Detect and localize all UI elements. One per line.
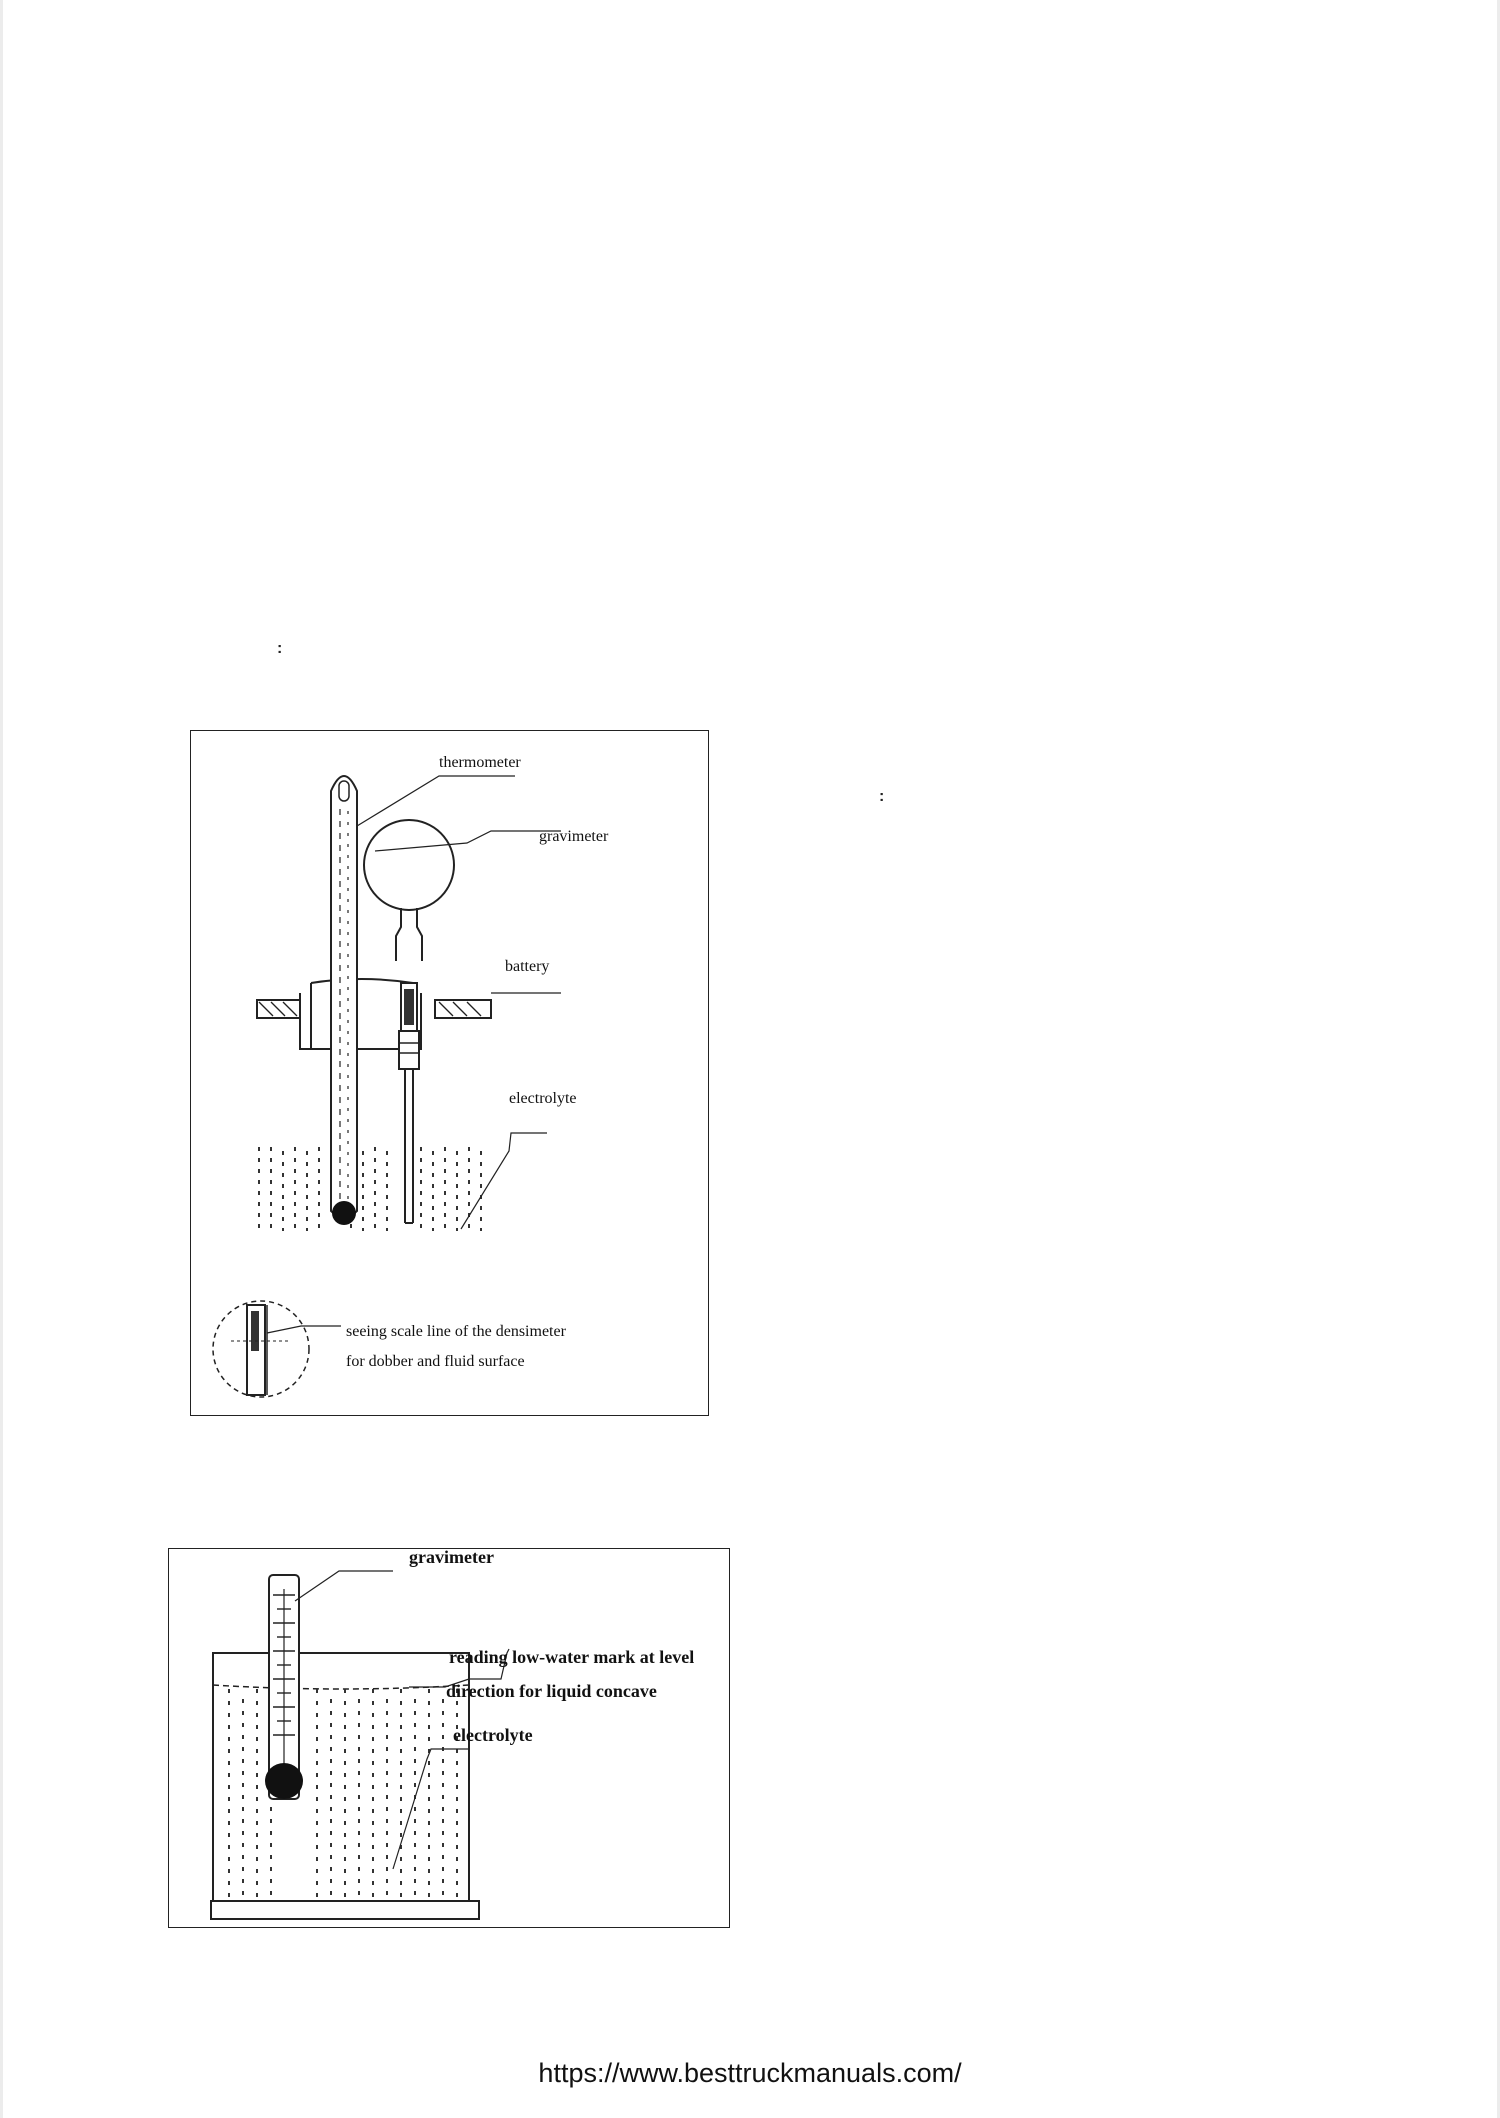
- figure-hydrometer-in-cylinder: [168, 1548, 730, 1928]
- battery-cover: [257, 979, 491, 1049]
- figure-hydrometer-in-battery: [190, 730, 709, 1416]
- inset-note-line1: seeing scale line of the densimeter: [346, 1323, 566, 1340]
- gravimeter-label: gravimeter: [409, 1549, 494, 1567]
- gravimeter-label: gravimeter: [539, 828, 609, 845]
- page-edge-left: [0, 0, 3, 2118]
- stray-mark: :: [879, 788, 885, 805]
- reading-note-line2: direction for liquid concave: [446, 1681, 657, 1701]
- stray-mark: :: [277, 640, 283, 657]
- figure2-illustration: [169, 1549, 729, 1927]
- electrolyte-dashes: [259, 1147, 481, 1231]
- gravimeter-drawing: [364, 820, 454, 1223]
- battery-label: battery: [505, 958, 550, 975]
- thermometer-label: thermometer: [439, 754, 521, 771]
- electrolyte-label: electrolyte: [509, 1090, 577, 1107]
- reading-note-line1: reading low-water mark at level: [449, 1647, 695, 1667]
- figure1-illustration: [191, 731, 708, 1415]
- electrolyte-label: electrolyte: [453, 1725, 533, 1745]
- inset-note-line2: for dobber and fluid surface: [346, 1353, 525, 1370]
- footer-url[interactable]: https://www.besttruckmanuals.com/: [538, 2058, 962, 2088]
- gravimeter-float-drawing: [265, 1575, 303, 1799]
- thermometer-drawing: [331, 776, 357, 1225]
- magnified-inset: [213, 1301, 341, 1397]
